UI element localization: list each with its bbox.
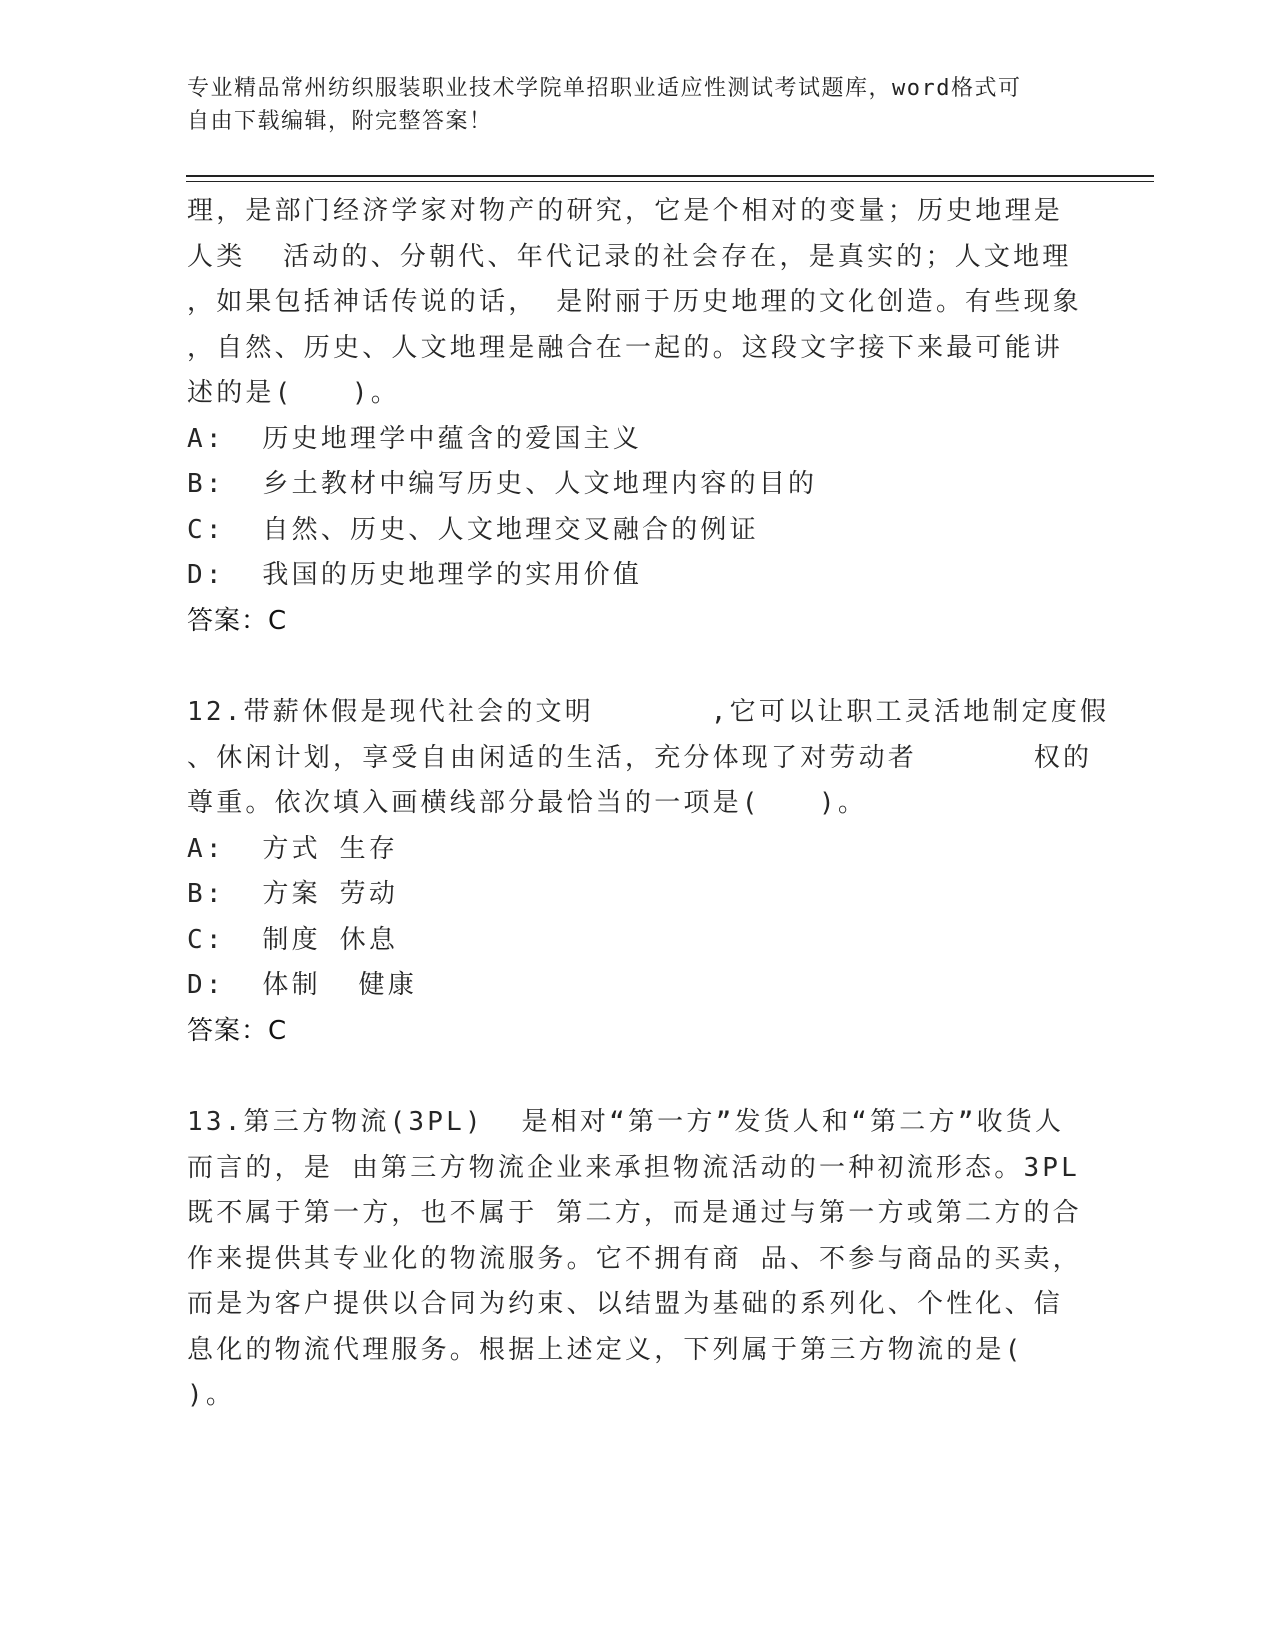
question-11 <box>187 189 1087 644</box>
answer-line: 答案：C <box>187 1015 288 1046</box>
question-stem-line: 人类 活动的、分朝代、年代记录的社会存在，是真实的；人文地理 <box>187 241 1072 272</box>
answer-line: 答案：C <box>187 605 288 636</box>
question-13 <box>187 1100 1087 1419</box>
question-spacer <box>187 644 1087 690</box>
question-stem-line: 作来提供其专业化的物流服务。它不拥有商 品、不参与商品的买卖， <box>187 1243 1082 1274</box>
question-stem-line: 12.带薪休假是现代社会的文明 ,它可以让职工灵活地制定度假 <box>187 697 1110 727</box>
question-stem-line: )。 <box>187 1380 236 1410</box>
question-stem-line: 而言的，是 由第三方物流企业来承担物流活动的一种初流形态。3PL <box>187 1152 1081 1183</box>
option-b: B: 乡土教材中编写历史、人文地理内容的目的 <box>187 469 818 499</box>
question-stem-line: 尊重。依次填入画横线部分最恰当的一项是( )。 <box>187 788 868 818</box>
option-b: B: 方案 劳动 <box>187 879 399 909</box>
header-title-line-2: 自由下载编辑，附完整答案！ <box>187 109 493 134</box>
option-d: D: 我国的历史地理学的实用价值 <box>187 560 643 590</box>
header-title-line-1: 专业精品常州纺织服装职业技术学院单招职业适应性测试考试题库，word格式可 <box>187 76 1022 101</box>
question-content <box>187 189 1110 1419</box>
question-stem-line: 理，是部门经济学家对物产的研究，它是个相对的变量；历史地理是 <box>187 196 1064 226</box>
option-a: A: 方式 生存 <box>187 833 399 864</box>
question-stem-line: 既不属于第一方，也不属于 第二方，而是通过与第一方或第二方的合 <box>187 1198 1082 1228</box>
option-c: C: 自然、历史、人文地理交叉融合的例证 <box>187 514 759 545</box>
question-stem-line: 息化的物流代理服务。根据上述定义，下列属于第三方物流的是( <box>187 1334 1024 1365</box>
header-divider-thin <box>186 181 1154 182</box>
option-d: D: 体制 健康 <box>187 970 417 1000</box>
page-header <box>187 72 1067 138</box>
question-spacer <box>187 1054 1087 1100</box>
question-stem-line: 而是为客户提供以合同为约束、以结盟为基础的系列化、个性化、信 <box>187 1289 1064 1319</box>
question-stem-line: ，如果包括神话传说的话， 是附丽于历史地理的文化创造。有些现象 <box>187 287 1082 317</box>
question-12 <box>187 690 1110 1054</box>
header-divider-thick <box>186 175 1154 177</box>
question-stem-line: 13.第三方物流(3PL) 是相对“第一方”发货人和“第二方”收货人 <box>187 1107 1065 1137</box>
question-stem-line: 、休闲计划，享受自由闲适的生活，充分体现了对劳动者 权的 <box>187 742 1093 773</box>
question-stem-line: 述的是( )。 <box>187 378 400 408</box>
option-c: C: 制度 休息 <box>187 924 399 955</box>
option-a: A: 历史地理学中蕴含的爱国主义 <box>187 423 643 454</box>
question-stem-line: ，自然、历史、人文地理是融合在一起的。这段文字接下来最可能讲 <box>187 332 1064 363</box>
